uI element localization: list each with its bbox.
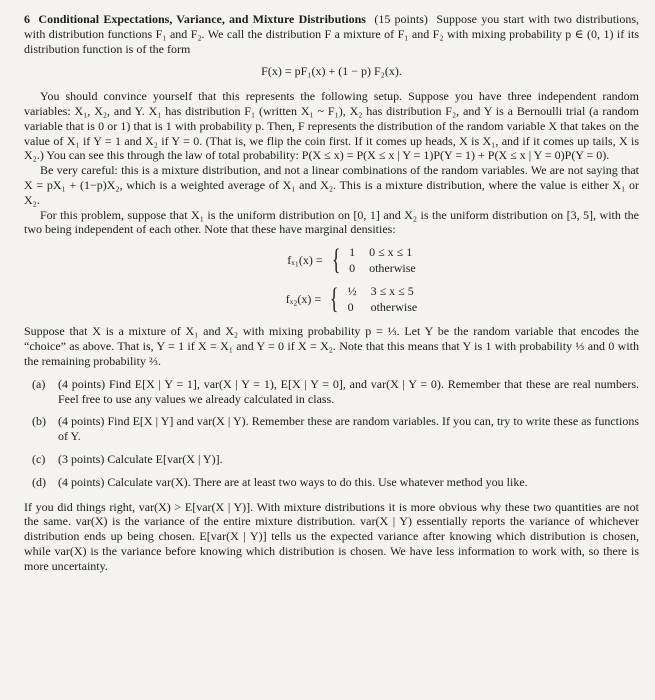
case-condition: 3 ≤ x ≤ 5 — [370, 283, 414, 298]
part-text: (4 points) Find E[X | Y] and var(X | Y). Remember these are random variables. If you can, try to write these as functions of Y. — [58, 414, 639, 444]
case-condition: otherwise — [370, 299, 418, 314]
problem-parts-list — [24, 377, 639, 490]
part-label: (b) — [32, 414, 46, 429]
problem-header — [24, 12, 639, 56]
part-text: (3 points) Calculate E[var(X | Y)]. — [58, 451, 223, 466]
left-brace-icon: { — [331, 243, 341, 277]
closing-paragraph: If you did things right, var(X) > E[var(X | Y)]. With mixture distributions it is more obvious why these two quantities are not the same. var(X) is the variance of the entire mixture distribution. var(X | Y) essentially reports the variance of whichever distribution ends up being chosen. E[var(X | Y)] tells us the expected variance after knowing which distribution is chosen, while var(X) is the variance before knowing which distribution is chosen. We have less information to work with, so there is more uncertainty. — [24, 499, 639, 573]
problem-points: (15 points) — [374, 12, 428, 26]
case-condition: otherwise — [369, 260, 416, 275]
case-value: 1 — [349, 245, 356, 260]
part-c — [24, 452, 639, 467]
part-text: (4 points) Calculate var(X). There are at least two ways to do this. Use whatever method you like. — [58, 474, 528, 489]
density-definitions — [24, 245, 639, 314]
problem-title: Conditional Expectations, Variance, and Mixture Distributions — [38, 12, 366, 26]
case-value: ½ — [347, 283, 357, 298]
part-label: (c) — [32, 451, 46, 466]
uniform-setup-paragraph: For this problem, suppose that X₁ is the uniform distribution on [0, 1] and X₂ is the uniform distribution on [3, 5], with the two being independent of each other. Note that these have marginal densities: — [24, 207, 639, 237]
part-text: (4 points) Find E[X | Y = 1], var(X | Y = 1), E[X | Y = 0], and var(X | Y = 0). Remember that these are real numbers. Feel free to use any values we already calculated in class. — [58, 376, 639, 406]
mixture-setup-paragraph: Suppose that X is a mixture of X₁ and X₂ with mixing probability p = ⅓. Let Y be the random variable that encodes the “choice” as above. That is, Y = 1 if X = X₁ and Y = 0 if X = X₂. Note that this means that Y is 1 with probability ⅓ and 0 with the remaining probability ⅔. — [24, 324, 639, 368]
problem-intro: Suppose you start with two distributions, with distribution functions F₁ and F₂. We call the distribution F a mixture of F₁ and F₂ with mixing probability p ∈ (0, 1) if its distribution function is of the form — [24, 12, 640, 56]
case-value: 0 — [347, 299, 354, 314]
density-x1-label: fₓ₁(x) = — [287, 253, 323, 268]
part-b — [24, 414, 639, 444]
density-x2-cases — [348, 284, 418, 315]
mixture-equation: F(x) = pF₁(x) + (1 − p) F₂(x). — [261, 64, 402, 79]
caution-paragraph: Be very careful: this is a mixture distribution, and not a linear combinations of the random variables. We are not saying that X = pX₁ + (1−p)X₂, which is a weighted average of X₁ and X₂. This is a mixture distribution, where the value is either X₁ or X₂. — [24, 163, 639, 207]
part-label: (a) — [32, 376, 46, 391]
case-condition: 0 ≤ x ≤ 1 — [369, 245, 413, 260]
problem-number: 6 — [24, 12, 30, 26]
density-x2 — [286, 284, 417, 315]
case-value: 0 — [349, 260, 356, 275]
part-label: (d) — [32, 474, 46, 489]
density-x1-cases — [349, 245, 416, 276]
left-brace-icon: { — [330, 282, 339, 316]
density-x1 — [287, 245, 415, 276]
part-d — [24, 475, 639, 490]
setup-explanation-paragraph: You should convince yourself that this represents the following setup. Suppose you have three independent random variables: X₁, X₂, and Y. X₁ has distribution F₁ (written X₁ ~ F₁), X₂ has distribution F₂, and Y is a Bernoulli trial (a random variable that is 0 or 1) that is 1 with probability p. Then, F represents the distribution of the random variable X that takes on the value of X₁ if Y = 1 and X₂ if Y = 0. (That is, we flip the coin first. If it comes up heads, X is X₁, and if it comes up tails, X is X₂.) You can see this through the law of total probability: P(X ≤ x) = P(X ≤ x | Y = 1)P(Y = 1) + P(X ≤ x | Y = 0)P(Y = 0). — [24, 89, 639, 163]
density-x2-label: fₓ₂(x) = — [285, 291, 322, 306]
part-a — [24, 377, 639, 407]
